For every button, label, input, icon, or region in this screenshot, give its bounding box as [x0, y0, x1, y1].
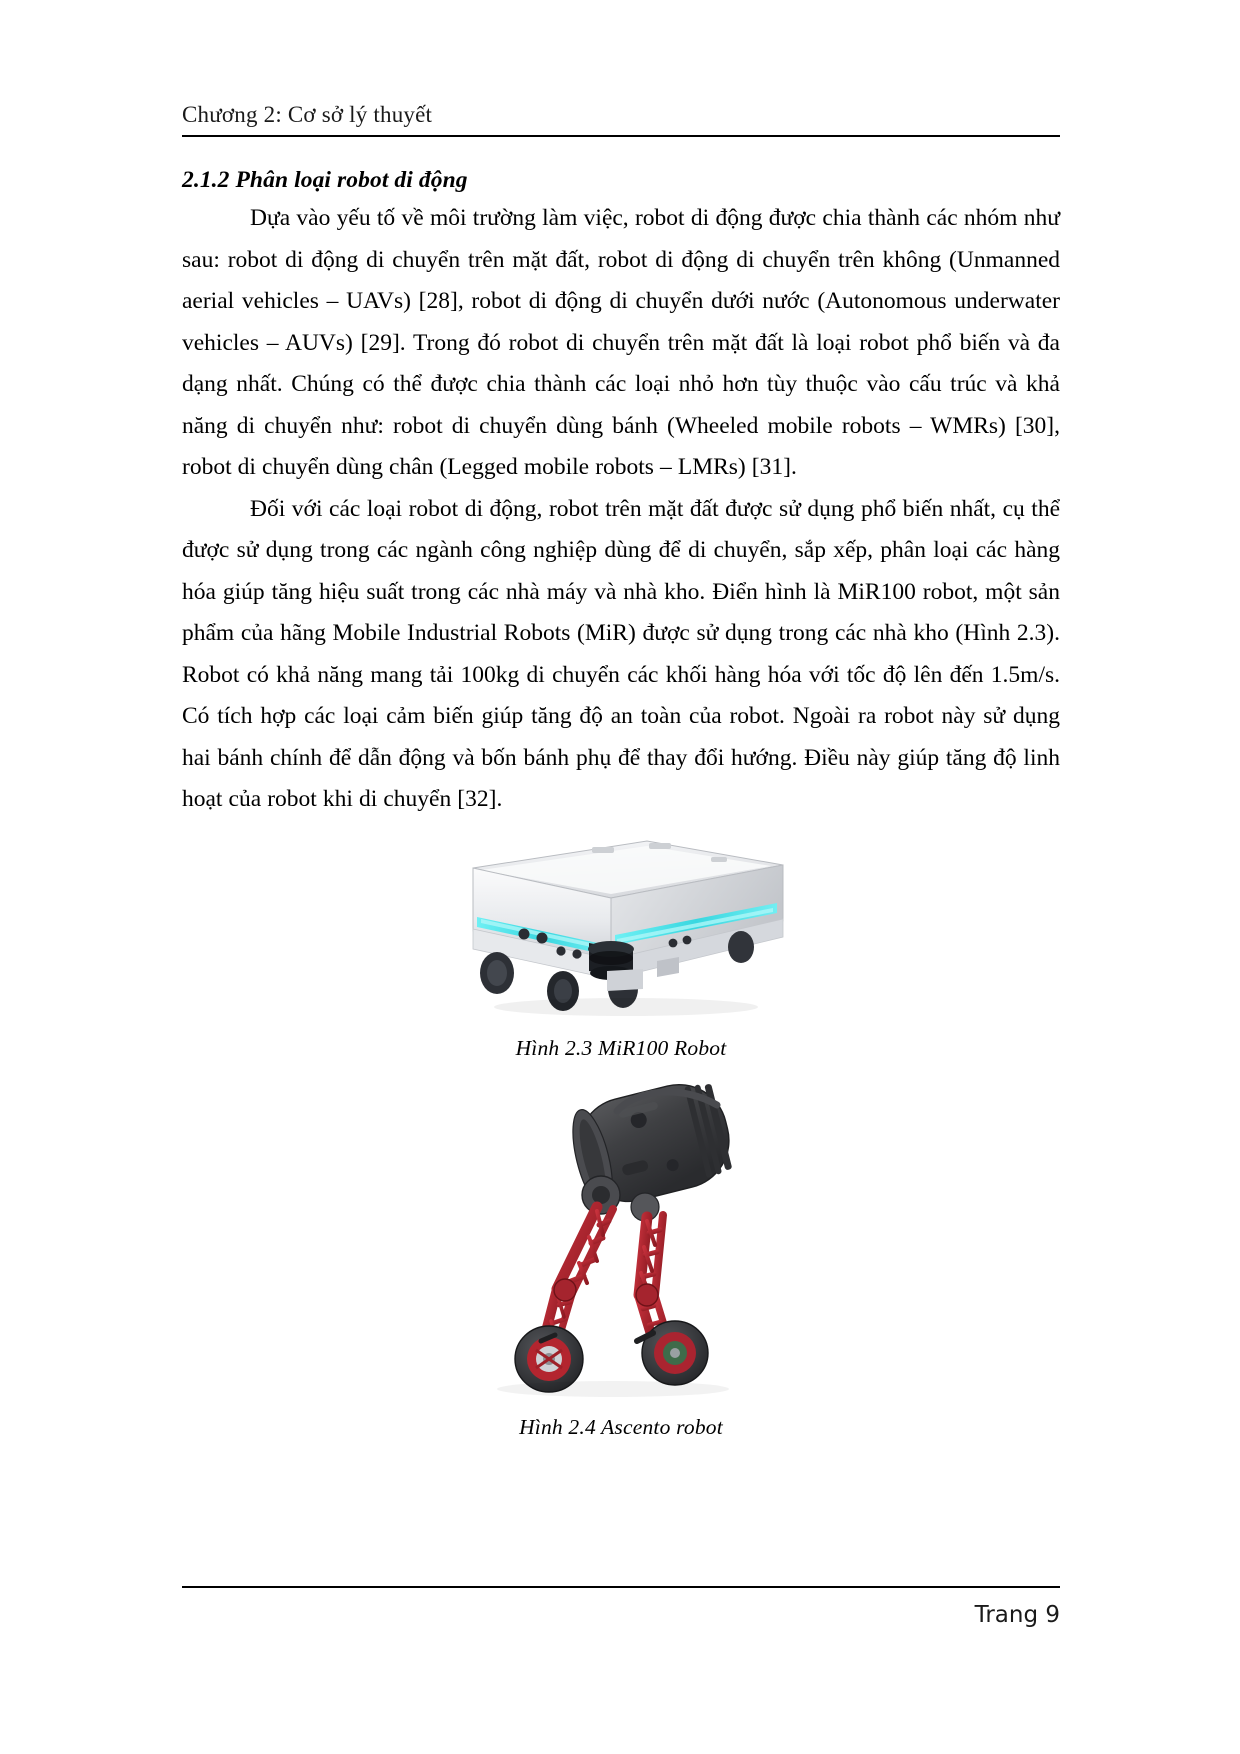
page-footer	[182, 1586, 1060, 1628]
figure-mir100	[182, 821, 1060, 1061]
figure-caption-2-3: Hình 2.3 MiR100 Robot	[515, 1035, 727, 1060]
header-title: Chương 2: Cơ sở lý thuyết	[182, 102, 433, 127]
mir100-robot-image	[182, 821, 1060, 1026]
figure-ascento	[182, 1075, 1060, 1440]
page-number: Trang 9	[974, 1602, 1060, 1628]
paragraph-1: Dựa vào yếu tố về môi trường làm việc, robot di động được chia thành các nhóm như sau: robot di động di chuyển trên mặt đất, robot di động di chuyển trên không (Unmanned aerial vehicles – UAVs) [28], robot di động di chuyển dưới nước (Autonomous underwater vehicles – AUVs) [29]. Trong đó robot di chuyển trên mặt đất là loại robot phổ biến và đa dạng nhất. Chúng có thể được chia thành các loại nhỏ hơn tùy thuộc vào cấu trúc và khả năng di chuyển như: robot di chuyển dùng bánh (Wheeled mobile robots – WMRs) [30], robot di chuyển dùng chân (Legged mobile robots – LMRs) [31].	[182, 205, 1060, 480]
ascento-robot-image	[182, 1075, 1060, 1405]
page-content	[182, 100, 1060, 1440]
paragraph-2: Đối với các loại robot di động, robot trên mặt đất được sử dụng phổ biến nhất, cụ thể được sử dụng trong các ngành công nghiệp dùng để di chuyển, sắp xếp, phân loại các hàng hóa giúp tăng hiệu suất trong các nhà máy và nhà kho. Điển hình là MiR100 robot, một sản phẩm của hãng Mobile Industrial Robots (MiR) được sử dụng trong các nhà kho (Hình 2.3). Robot có khả năng mang tải 100kg di chuyển các khối hàng hóa với tốc độ lên đến 1.5m/s. Có tích hợp các loại cảm biến giúp tăng độ an toàn của robot. Ngoài ra robot này sử dụng hai bánh chính để dẫn động và bốn bánh phụ để thay đổi hướng. Điều này giúp tăng độ linh hoạt của robot khi di chuyển [32].	[182, 495, 1060, 812]
section-heading: 2.1.2 Phân loại robot di động	[182, 167, 468, 193]
figure-caption-2-4: Hình 2.4 Ascento robot	[519, 1414, 723, 1439]
running-header	[182, 100, 1060, 137]
header-divider	[182, 135, 1060, 137]
